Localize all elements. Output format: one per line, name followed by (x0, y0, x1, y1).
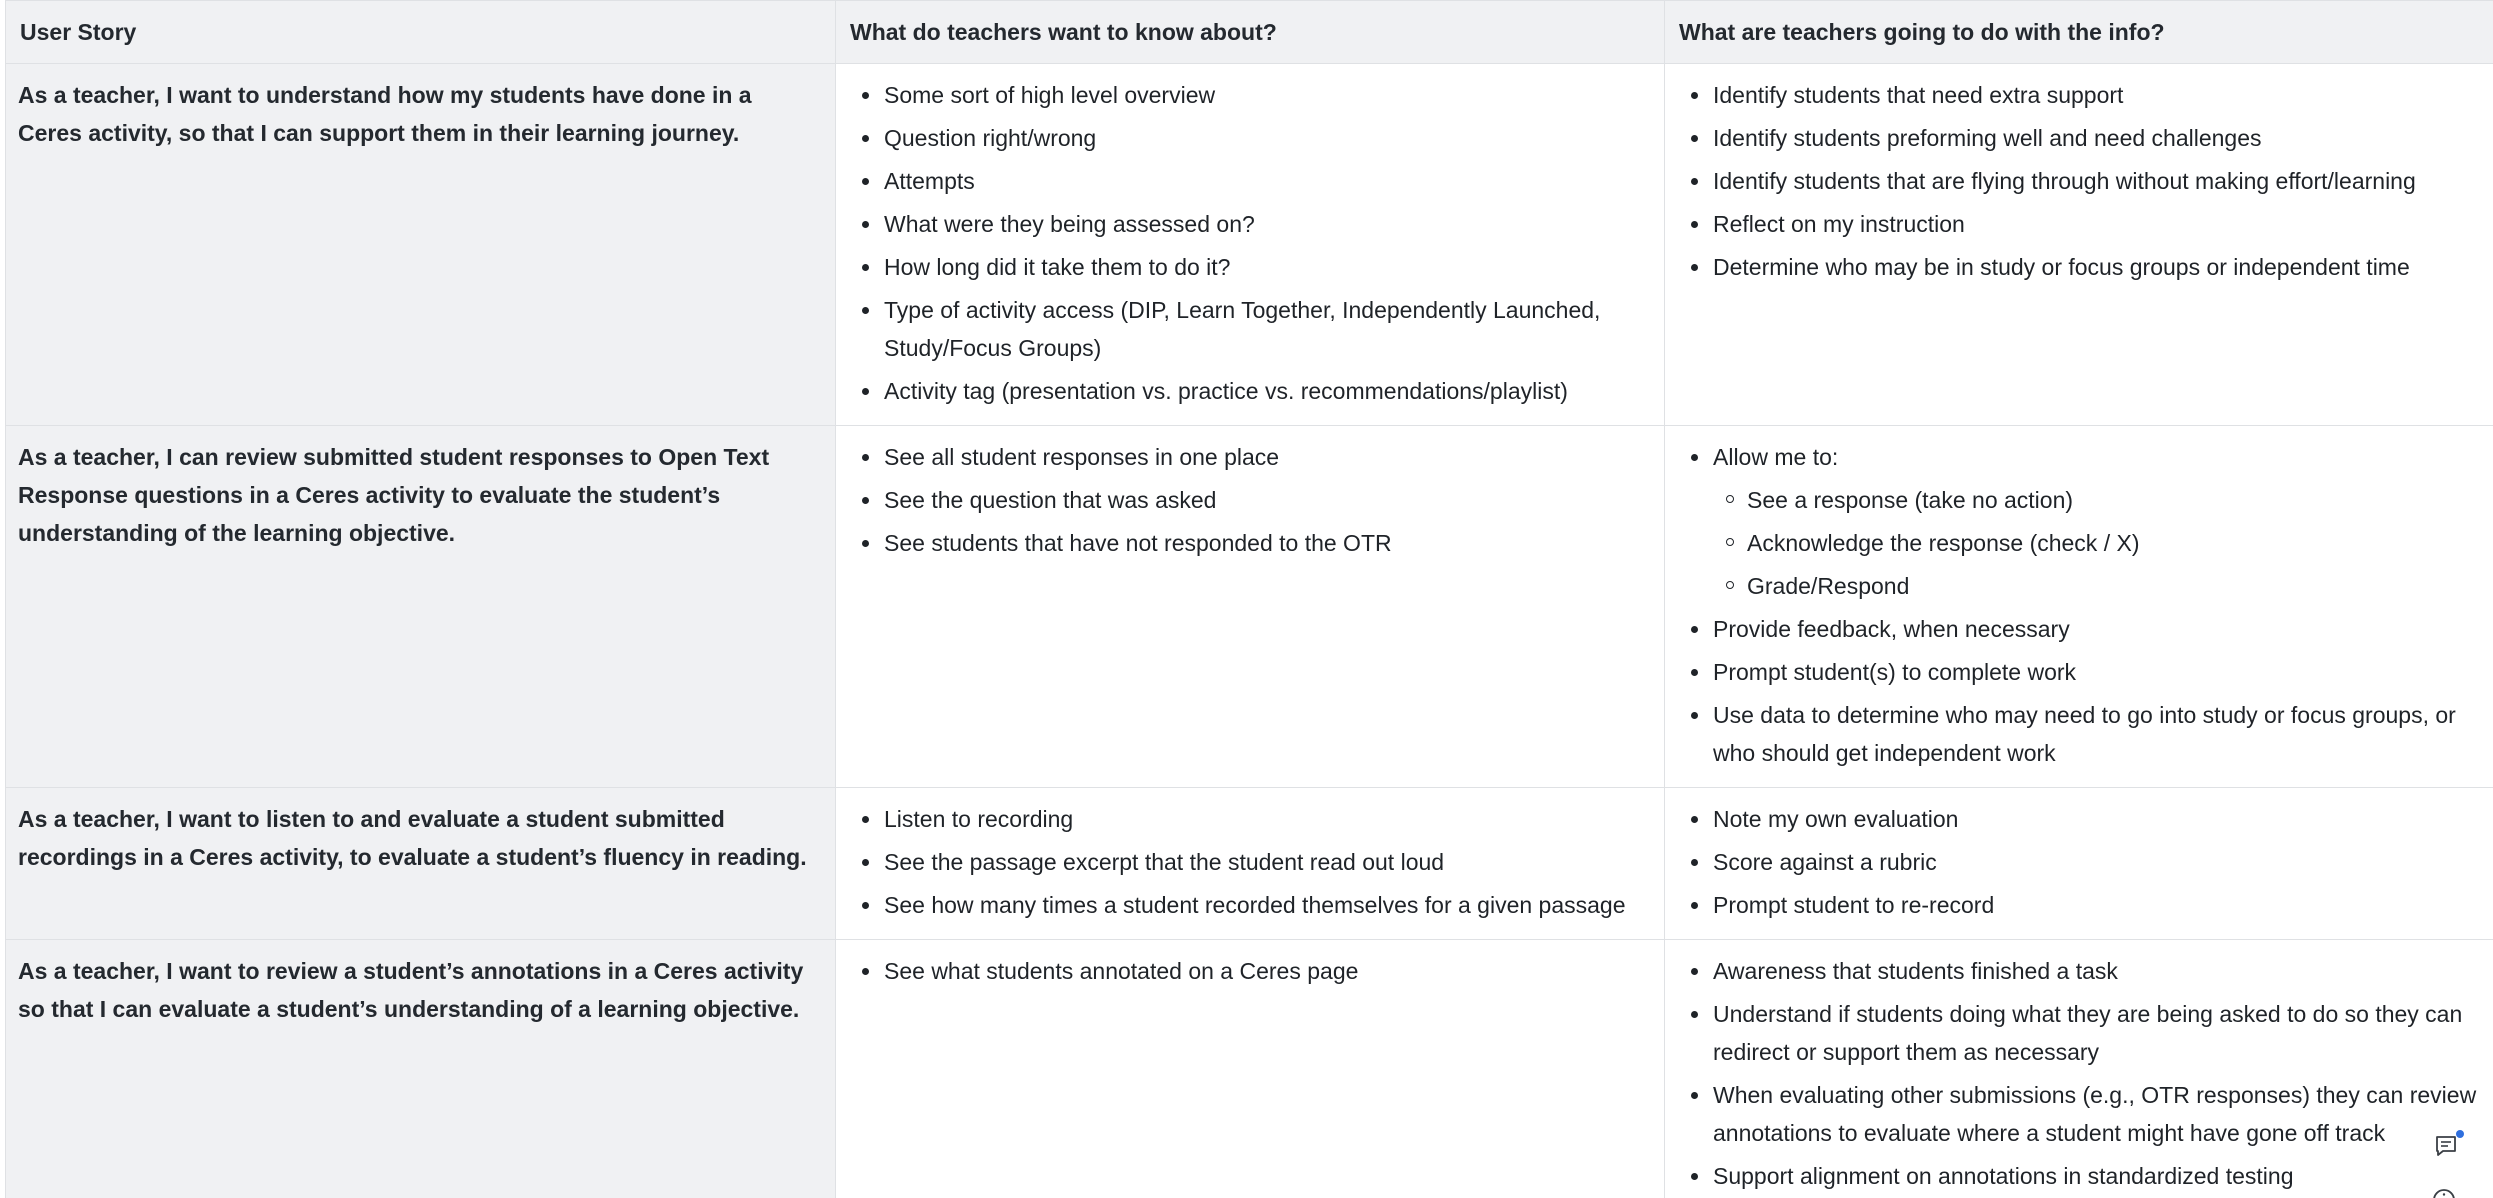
info-icon (2430, 1186, 2458, 1198)
header-row (6, 1, 2493, 64)
user-story-cell: As a teacher, I can review submitted student responses to Open Text Response questions in a Ceres activity to evaluate the student’s understanding of the learning objective. (6, 426, 836, 788)
user-story-cell: As a teacher, I want to listen to and evaluate a student submitted recordings in a Ceres activity, to evaluate a student’s fluency in reading. (6, 788, 836, 940)
want-to-know-cell (836, 64, 1665, 426)
list-item: See students that have not responded to the OTR (884, 524, 1652, 562)
sub-list-item: See a response (take no action) (1747, 481, 2481, 519)
user-story-cell: As a teacher, I want to understand how my students have done in a Ceres activity, so that I can support them in their learning journey. (6, 64, 836, 426)
list-item: See the passage excerpt that the student read out loud (884, 843, 1652, 881)
user-story-cell: As a teacher, I want to review a student’s annotations in a Ceres activity so that I can evaluate a student’s understanding of a learning objective. (6, 940, 836, 1198)
list-item: Some sort of high level overview (884, 76, 1652, 114)
list-item: Listen to recording (884, 800, 1652, 838)
table-row (6, 426, 2493, 788)
comment-button[interactable] (2426, 1126, 2466, 1166)
header-going-to-do: What are teachers going to do with the info? (1665, 1, 2493, 64)
list-item: Type of activity access (DIP, Learn Together, Independently Launched, Study/Focus Groups) (884, 291, 1652, 367)
list-item: Prompt student(s) to complete work (1713, 653, 2481, 691)
list-item: Use data to determine who may need to go into study or focus groups, or who should get independent work (1713, 696, 2481, 772)
table-row (6, 64, 2493, 426)
going-to-do-cell (1665, 64, 2493, 426)
list-item: Prompt student to re-record (1713, 886, 2481, 924)
going-to-do-cell (1665, 940, 2493, 1198)
list-item: Awareness that students finished a task (1713, 952, 2481, 990)
list-item: Score against a rubric (1713, 843, 2481, 881)
sub-list-item: Acknowledge the response (check / X) (1747, 524, 2481, 562)
list-item: See what students annotated on a Ceres page (884, 952, 1652, 990)
going-to-do-cell (1665, 426, 2493, 788)
user-story-table (5, 0, 2493, 1198)
list-item: Determine who may be in study or focus groups or independent time (1713, 248, 2481, 286)
list-item: Identify students preforming well and need challenges (1713, 119, 2481, 157)
going-to-do-cell (1665, 788, 2493, 940)
allow-me-to-label: Allow me to: (1713, 444, 1839, 470)
table-row (6, 788, 2493, 940)
user-story-table-wrapper (5, 0, 2493, 1198)
list-item: See the question that was asked (884, 481, 1652, 519)
want-to-know-cell (836, 940, 1665, 1198)
list-item: Attempts (884, 162, 1652, 200)
list-item: Note my own evaluation (1713, 800, 2481, 838)
info-button[interactable] (2430, 1186, 2458, 1198)
header-want-to-know: What do teachers want to know about? (836, 1, 1665, 64)
table-row (6, 940, 2493, 1198)
list-item: Question right/wrong (884, 119, 1652, 157)
list-item (1713, 438, 2481, 605)
list-item: See how many times a student recorded themselves for a given passage (884, 886, 1652, 924)
list-item: See all student responses in one place (884, 438, 1652, 476)
sub-list-item: Grade/Respond (1747, 567, 2481, 605)
list-item: When evaluating other submissions (e.g., OTR responses) they can review annotations to evaluate where a student might have gone off track (1713, 1076, 2481, 1152)
list-item: Understand if students doing what they are being asked to do so they can redirect or support them as necessary (1713, 995, 2481, 1071)
notification-dot (2456, 1130, 2464, 1138)
list-item: What were they being assessed on? (884, 205, 1652, 243)
list-item: Reflect on my instruction (1713, 205, 2481, 243)
list-item: Activity tag (presentation vs. practice vs. recommendations/playlist) (884, 372, 1652, 410)
list-item: Identify students that are flying through without making effort/learning (1713, 162, 2481, 200)
list-item: How long did it take them to do it? (884, 248, 1652, 286)
list-item: Support alignment on annotations in standardized testing (1713, 1157, 2481, 1195)
want-to-know-cell (836, 788, 1665, 940)
header-user-story: User Story (6, 1, 836, 64)
list-item: Identify students that need extra support (1713, 76, 2481, 114)
comment-icon (2433, 1133, 2459, 1159)
want-to-know-cell (836, 426, 1665, 788)
list-item: Provide feedback, when necessary (1713, 610, 2481, 648)
